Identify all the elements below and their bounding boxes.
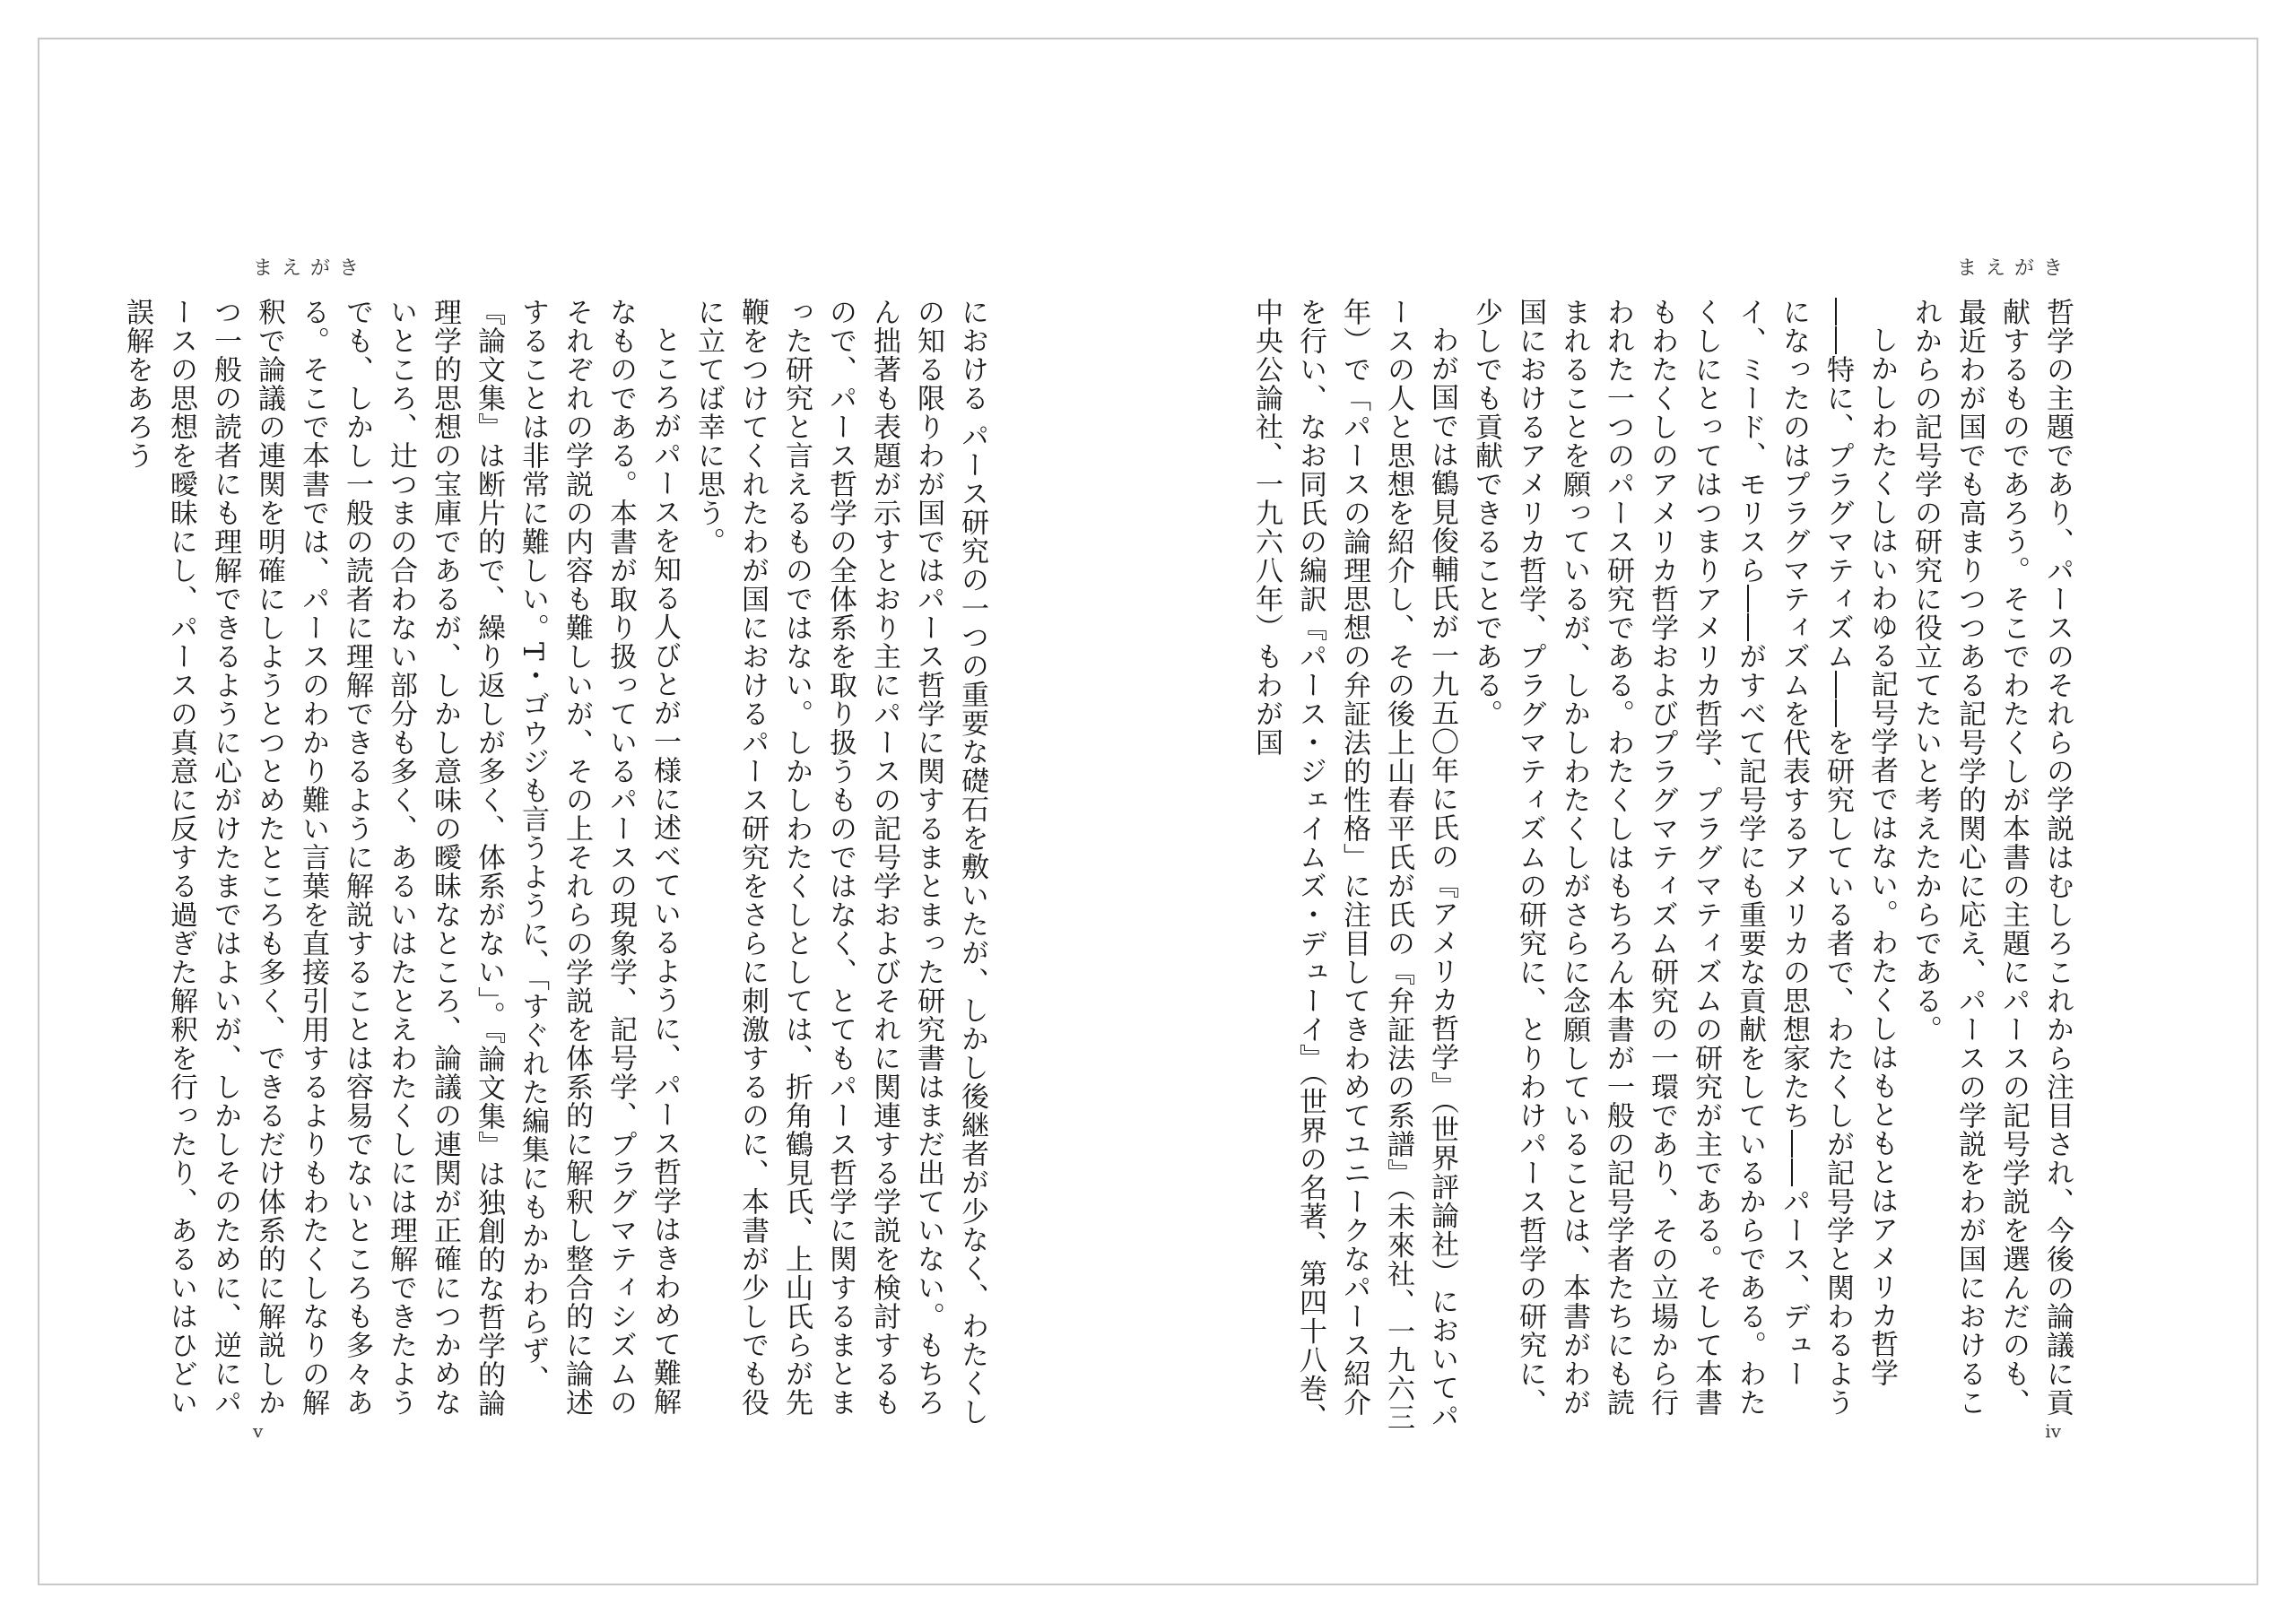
page-number-right: iv	[2045, 1420, 2061, 1442]
paragraph: しかしわたくしはいわゆる記号学者ではない。わたくしはもともとはアメリカ哲学――特に、プラグマティズム――を研究している者で、わたくしが記号学と関わるようになったのはプラグマティズムを代表するアメリカの思想家たち――パース、デューイ、ミード、モリスら――がすべて記号学にも重要な貢献をしているからである。わたくしにとってはつまりアメリカ哲学、プラグマティズムの研究が主である。そして本書もわたくしのアメリカ哲学およびプラグマティズム研究の一環であり、その立場から行われた一つのパース研究である。わたくしはもちろん本書が一般の記号学者たちにも読まれることを願っているが、しかしわたくしがさらに念願していることは、本書がわが国におけるアメリカ哲学、プラグマティズムの研究に、とりわけパース哲学の研究に、少しでも貢献できることである。	[1470, 298, 1898, 1417]
right-page	[1148, 38, 2258, 1585]
paragraph: わが国では鶴見俊輔氏が一九五〇年に氏の『アメリカ哲学』（世界評論社）においてパースの人と思想を紹介し、その後上山春平氏が氏の『弁証法の系譜』（未來社、一九六三年）で「パースの論理思想の弁証法的性格」に注目してきわめてユニークなパース紹介を行い、なお同氏の編訳『パース・ジェイムズ・デューイ』（世界の名著、第四十八巻、中央公論社、一九六八年）もわが国	[1250, 298, 1458, 1432]
left-page-body	[121, 298, 994, 1436]
page-number-left: v	[253, 1420, 264, 1442]
paragraph: ところがパースを知る人びとが一様に述べているように、パース哲学はきわめて難解なものである。本書が取り扱っているパースの現象学、記号学、プラグマティシズムのそれぞれの学説の内容も難しいが、その上それらの学説を体系的に解釈し整合的に論述することは非常に難しい。T・ゴウジも言うように、「すぐれた編集にもかかわらず、『論文集』は断片的で、繰り返しが多く、体系がない」。『論文集』は独創的な哲学的論理学的思想の宝庫であるが、しかし意味の曖昧なところ、論議の連関が正確につかめないところ、辻つまの合わない部分も多く、あるいはたとえわたくしには理解できたようでも、しかし一般の読者に理解できるように解説することは容易でないところも多々ある。そこで本書では、パースのわかり難い言葉を直接引用するよりもわたくしなりの解釈で論議の連関を明確にしようとつとめたところも多く、できるだけ体系的に解説しかつ一般の読者にも理解できるように心がけたまではよいが、しかしそのために、逆にパースの思想を曖昧にし、パースの真意に反する過ぎた解釈を行ったり、あるいはひどい誤解をあろう	[121, 298, 681, 1418]
left-page	[38, 38, 1148, 1585]
paragraph: における パース研究の一つの重要な礎石を敷いたが、しかし後継者が少なく、わたくしの知る限りわが国ではパース哲学に関するまとまった研究書はまだ出ていない。もちろん拙著も表題が示すとおり主にパースの記号学およびそれに関連する学説を検討するもので、パース哲学の全体系を取り扱うものではなく、とてもパース哲学に関するまとまった研究と言えるものではない。しかしわたくしとしては、折角鶴見氏、上山氏らが先鞭をつけてくれたわが国におけるパース研究をさらに刺激するのに、本書が少しでも役に立てば幸に思う。	[692, 298, 988, 1427]
running-head-left: まえがき	[253, 257, 369, 280]
running-head-right: まえがき	[1956, 257, 2072, 280]
paragraph: 哲学の主題であり、パースのそれらの学説はむしろこれから注目され、今後の論議に貢献するものであろう。そこでわたくしが本書の主題にパースの記号学説を選んだのも、最近わが国でも高まりつつある記号学的関心に応え、パースの学説をわが国におけるこれからの記号学の研究に役立てたいと考えたからである。	[1909, 298, 2074, 1417]
right-page-body	[1250, 298, 2079, 1436]
